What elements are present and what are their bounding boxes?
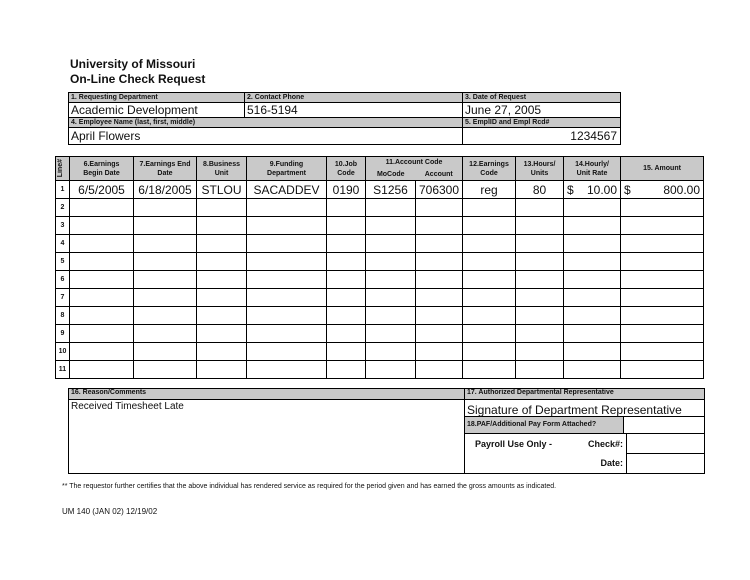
col-rate: 14.Hourly/ Unit Rate [564, 157, 621, 181]
table-cell[interactable] [366, 361, 416, 379]
contact-phone-label: 2. Contact Phone [245, 93, 463, 103]
table-cell[interactable] [621, 325, 704, 343]
table-row [56, 217, 704, 235]
table-cell[interactable] [621, 199, 704, 217]
table-cell[interactable] [463, 307, 516, 325]
col-job-code: 10.Job Code [327, 157, 366, 181]
table-cell[interactable] [416, 361, 463, 379]
table-cell[interactable] [416, 271, 463, 289]
table-cell[interactable] [416, 253, 463, 271]
table-cell[interactable] [327, 289, 366, 307]
col-business-unit: 8.Business Unit [197, 157, 247, 181]
table-cell[interactable] [463, 289, 516, 307]
table-cell[interactable] [247, 253, 327, 271]
table-cell[interactable] [621, 307, 704, 325]
table-cell[interactable] [463, 199, 516, 217]
table-cell[interactable] [247, 289, 327, 307]
table-cell[interactable] [197, 289, 247, 307]
col-earnings-code: 12.Earnings Code [463, 157, 516, 181]
table-cell[interactable] [134, 235, 197, 253]
rep-label: 17. Authorized Departmental Representative [465, 389, 704, 400]
table-cell[interactable] [366, 271, 416, 289]
rep-signature[interactable]: Signature of Department Representative [465, 400, 704, 417]
table-cell[interactable] [197, 361, 247, 379]
job-code-cell[interactable]: 0190 [327, 181, 366, 199]
amount-currency: $ [624, 182, 631, 197]
reason-label: 16. Reason/Comments [69, 389, 464, 400]
amount-value: 800.00 [663, 182, 701, 197]
authorization-box [465, 389, 704, 473]
table-cell[interactable] [416, 235, 463, 253]
table-row [56, 361, 704, 379]
table-cell[interactable] [70, 253, 134, 271]
table-cell[interactable] [516, 325, 564, 343]
end-date-cell[interactable]: 6/18/2005 [134, 181, 197, 199]
table-cell[interactable] [366, 325, 416, 343]
table-cell[interactable] [327, 361, 366, 379]
table-cell[interactable] [463, 235, 516, 253]
org-name: University of Missouri [70, 57, 196, 71]
table-cell[interactable] [621, 343, 704, 361]
table-cell[interactable] [366, 217, 416, 235]
table-cell[interactable] [463, 253, 516, 271]
line-number: 10 [56, 343, 70, 361]
line-number: 7 [56, 289, 70, 307]
table-cell[interactable] [516, 235, 564, 253]
table-cell[interactable] [463, 361, 516, 379]
table-row [56, 343, 704, 361]
table-cell[interactable] [70, 307, 134, 325]
table-cell[interactable] [247, 199, 327, 217]
table-cell[interactable] [621, 289, 704, 307]
table-cell[interactable] [247, 307, 327, 325]
table-cell[interactable] [70, 199, 134, 217]
table-cell[interactable] [416, 289, 463, 307]
table-cell[interactable] [366, 253, 416, 271]
table-cell[interactable] [366, 199, 416, 217]
requesting-dept-value[interactable]: Academic Development [69, 103, 245, 118]
hours-cell[interactable]: 80 [516, 181, 564, 199]
table-cell[interactable] [564, 235, 621, 253]
table-cell[interactable] [134, 325, 197, 343]
line-number: 6 [56, 271, 70, 289]
table-cell[interactable] [621, 253, 704, 271]
table-cell[interactable] [134, 271, 197, 289]
table-cell[interactable] [327, 343, 366, 361]
table-cell[interactable] [327, 235, 366, 253]
table-cell[interactable] [70, 271, 134, 289]
table-cell[interactable] [516, 253, 564, 271]
table-cell[interactable] [564, 325, 621, 343]
table-cell[interactable] [516, 271, 564, 289]
table-cell[interactable] [327, 253, 366, 271]
table-cell[interactable] [516, 307, 564, 325]
table-cell[interactable] [621, 217, 704, 235]
amount-cell[interactable] [621, 181, 704, 199]
table-cell[interactable] [134, 253, 197, 271]
funding-dept-cell[interactable]: SACADDEV [247, 181, 327, 199]
col-mocode: MoCode [366, 169, 416, 181]
table-cell[interactable] [516, 289, 564, 307]
form-title: On-Line Check Request [70, 72, 206, 86]
table-cell[interactable] [516, 361, 564, 379]
col-begin-date: 6.Earnings Begin Date [70, 157, 134, 181]
table-cell[interactable] [70, 325, 134, 343]
table-cell[interactable] [564, 361, 621, 379]
date-label: Date: [600, 458, 623, 468]
paf-label: 18.PAF/Additional Pay Form Attached? [465, 417, 624, 433]
table-cell[interactable] [564, 253, 621, 271]
table-cell[interactable] [463, 343, 516, 361]
header-fields-table [68, 92, 621, 145]
table-row [56, 325, 704, 343]
table-cell[interactable] [621, 361, 704, 379]
bottom-section [68, 388, 705, 474]
line-number: 1 [56, 181, 70, 199]
line-number: 8 [56, 307, 70, 325]
table-cell[interactable] [197, 235, 247, 253]
table-cell[interactable] [416, 325, 463, 343]
check-label: Check#: [587, 438, 623, 449]
contact-phone-value[interactable]: 516-5194 [245, 103, 463, 118]
table-row [56, 307, 704, 325]
table-cell[interactable] [134, 343, 197, 361]
table-cell[interactable] [564, 199, 621, 217]
line-number: 5 [56, 253, 70, 271]
col-account: Account [416, 169, 463, 181]
table-cell[interactable] [621, 271, 704, 289]
col-end-date: 7.Earnings End Date [134, 157, 197, 181]
account-cell[interactable]: 706300 [416, 181, 463, 199]
payroll-label: Payroll Use Only - [475, 438, 553, 449]
table-cell[interactable] [70, 361, 134, 379]
table-cell[interactable] [564, 289, 621, 307]
rate-value: 10.00 [586, 182, 618, 197]
reason-box [69, 389, 465, 473]
earnings-code-cell[interactable]: reg [463, 181, 516, 199]
line-number: 4 [56, 235, 70, 253]
table-cell[interactable] [247, 235, 327, 253]
rate-cell[interactable] [564, 181, 621, 199]
table-row [56, 289, 704, 307]
table-cell[interactable] [134, 361, 197, 379]
line-number: 2 [56, 199, 70, 217]
paf-answer[interactable] [624, 417, 704, 433]
table-row [56, 271, 704, 289]
table-cell[interactable] [516, 199, 564, 217]
table-cell[interactable] [516, 343, 564, 361]
date-request-value[interactable]: June 27, 2005 [463, 103, 621, 118]
emplid-value[interactable]: 1234567 [463, 128, 621, 145]
col-line: Line# [56, 157, 70, 181]
check-number-field[interactable] [626, 434, 704, 454]
mocode-cell[interactable]: S1256 [366, 181, 416, 199]
table-row [56, 253, 704, 271]
employee-name-label: 4. Employee Name (last, first, middle) [69, 118, 463, 128]
emplid-label: 5. EmplID and Empl Rcd# [463, 118, 621, 128]
footnote: ** The requestor further certifies that the above individual has rendered service as required for the period given and has earned the gross amounts as indicated. [62, 483, 557, 490]
employee-name-value[interactable]: April Flowers [69, 128, 463, 145]
table-cell[interactable] [134, 199, 197, 217]
table-cell[interactable] [327, 307, 366, 325]
table-cell[interactable] [134, 307, 197, 325]
table-cell[interactable] [416, 343, 463, 361]
table-cell[interactable] [564, 307, 621, 325]
table-cell[interactable] [247, 271, 327, 289]
table-cell[interactable] [197, 343, 247, 361]
col-funding-dept: 9.Funding Department [247, 157, 327, 181]
table-cell[interactable] [366, 235, 416, 253]
table-row [56, 199, 704, 217]
table-cell[interactable] [70, 217, 134, 235]
begin-date-cell[interactable]: 6/5/2005 [70, 181, 134, 199]
table-cell[interactable] [327, 325, 366, 343]
table-cell[interactable] [621, 235, 704, 253]
form-number: UM 140 (JAN 02) 12/19/02 [62, 507, 158, 516]
table-cell[interactable] [327, 199, 366, 217]
table-cell[interactable] [366, 343, 416, 361]
reason-value[interactable]: Received Timesheet Late [71, 401, 184, 412]
table-cell[interactable] [463, 325, 516, 343]
table-cell[interactable] [197, 307, 247, 325]
table-cell[interactable] [70, 235, 134, 253]
rate-currency: $ [567, 182, 574, 197]
table-row [56, 181, 704, 199]
table-cell[interactable] [516, 217, 564, 235]
table-cell[interactable] [564, 217, 621, 235]
table-cell[interactable] [327, 271, 366, 289]
col-amount: 15. Amount [621, 157, 704, 181]
table-cell[interactable] [416, 307, 463, 325]
table-cell[interactable] [416, 217, 463, 235]
table-row [56, 235, 704, 253]
table-cell[interactable] [134, 217, 197, 235]
col-account-code: 11.Account Code [366, 157, 463, 169]
earnings-table [55, 156, 704, 379]
table-cell[interactable] [197, 253, 247, 271]
table-cell[interactable] [70, 343, 134, 361]
line-number: 9 [56, 325, 70, 343]
table-cell[interactable] [247, 343, 327, 361]
table-cell[interactable] [247, 325, 327, 343]
table-cell[interactable] [247, 361, 327, 379]
date-request-label: 3. Date of Request [463, 93, 621, 103]
table-cell[interactable] [463, 271, 516, 289]
table-cell[interactable] [327, 217, 366, 235]
table-cell[interactable] [197, 325, 247, 343]
table-cell[interactable] [247, 217, 327, 235]
table-cell[interactable] [463, 217, 516, 235]
table-cell[interactable] [366, 307, 416, 325]
table-cell[interactable] [197, 271, 247, 289]
table-cell[interactable] [134, 289, 197, 307]
table-cell[interactable] [70, 289, 134, 307]
col-hours: 13.Hours/ Units [516, 157, 564, 181]
table-cell[interactable] [564, 343, 621, 361]
table-cell[interactable] [197, 217, 247, 235]
business-unit-cell[interactable]: STLOU [197, 181, 247, 199]
date-field[interactable] [626, 453, 704, 473]
table-cell[interactable] [416, 199, 463, 217]
line-number: 3 [56, 217, 70, 235]
table-cell[interactable] [366, 289, 416, 307]
requesting-dept-label: 1. Requesting Department [69, 93, 245, 103]
table-cell[interactable] [197, 199, 247, 217]
table-cell[interactable] [564, 271, 621, 289]
line-number: 11 [56, 361, 70, 379]
